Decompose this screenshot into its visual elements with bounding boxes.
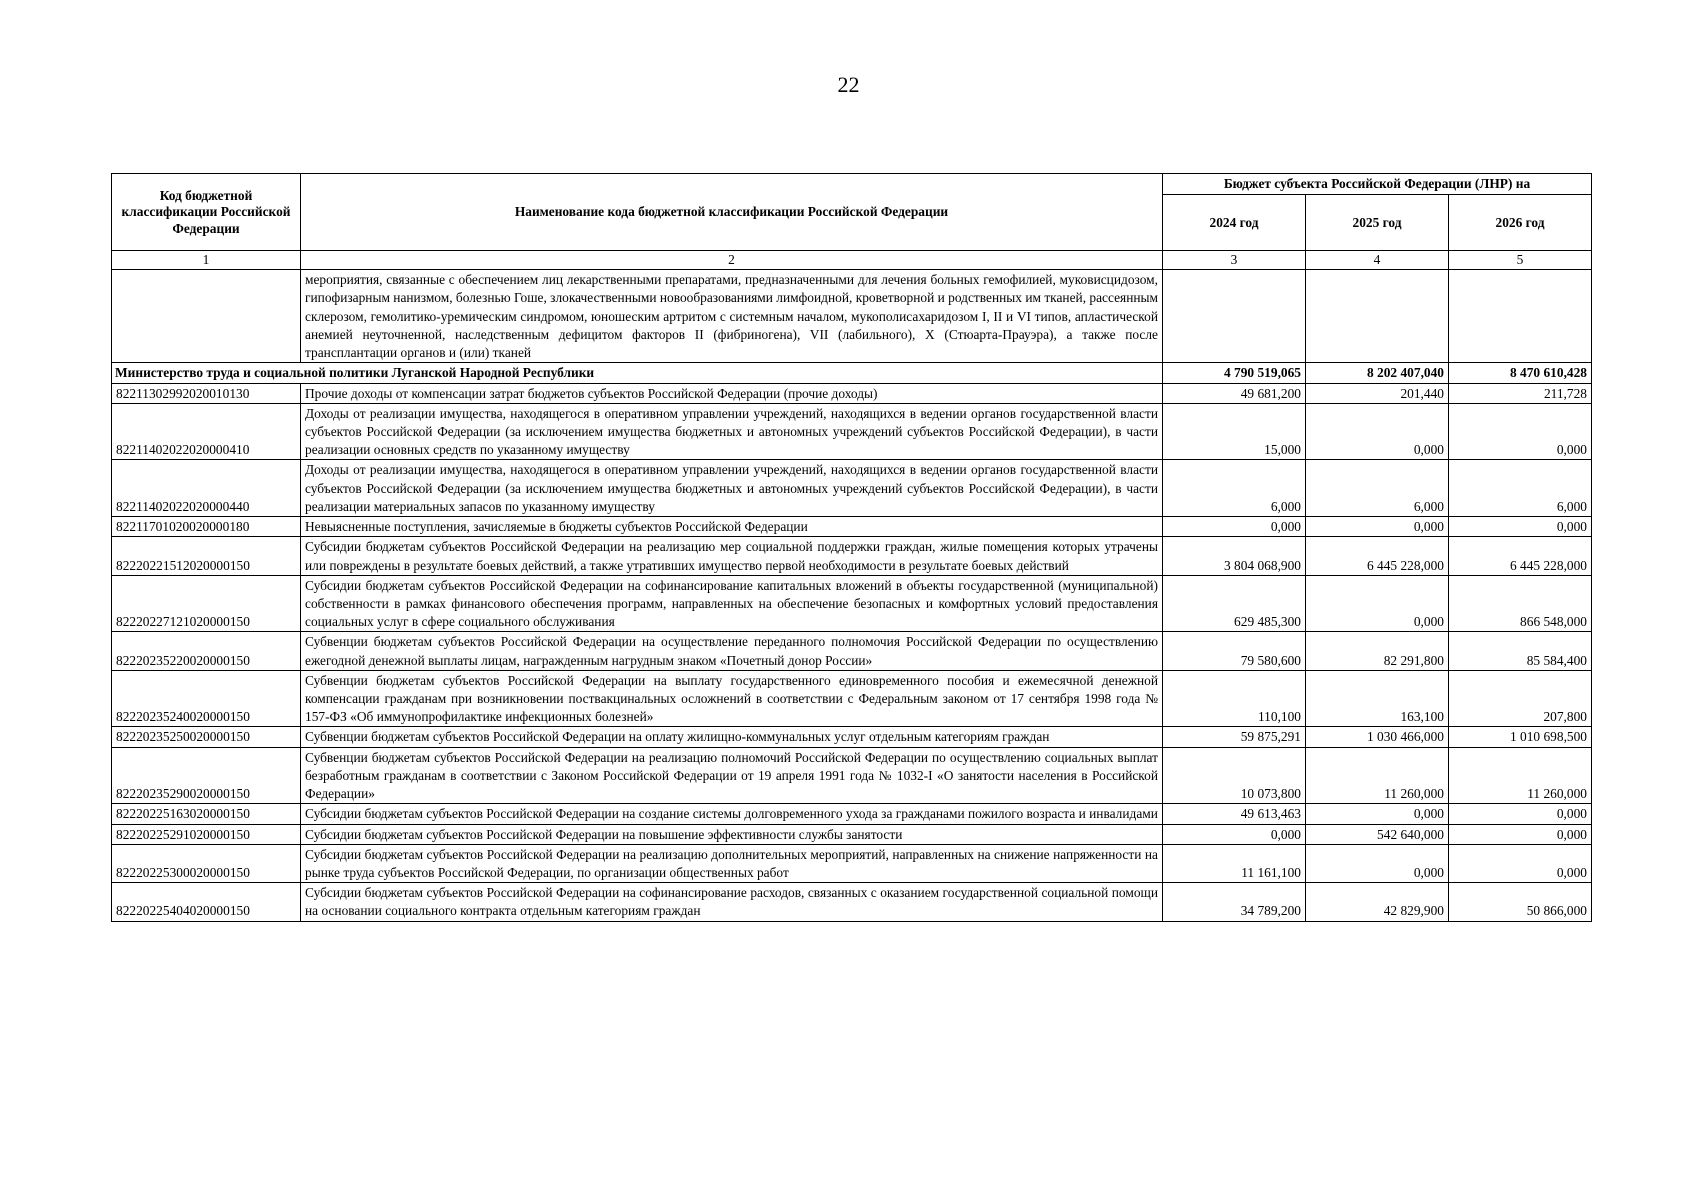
ministry-row [112, 363, 1592, 383]
row-name: Субвенции бюджетам субъектов Российской Федерации на оплату жилищно-коммунальных услуг отдельным категориям граждан [301, 727, 1163, 747]
row-value-2025: 542 640,000 [1306, 824, 1449, 844]
table-row [112, 632, 1592, 670]
row-code: 82220225291020000150 [112, 824, 301, 844]
row-value-2025: 11 260,000 [1306, 747, 1449, 804]
column-number: 4 [1306, 251, 1449, 270]
row-code: 82211302992020010130 [112, 383, 301, 403]
row-name: Прочие доходы от компенсации затрат бюджетов субъектов Российской Федерации (прочие доходы) [301, 383, 1163, 403]
header-year-2024: 2024 год [1163, 195, 1306, 251]
row-value-2025: 163,100 [1306, 670, 1449, 727]
header-name: Наименование кода бюджетной классификации Российской Федерации [301, 174, 1163, 251]
row-code [112, 270, 301, 363]
row-value-2025 [1306, 270, 1449, 363]
column-number: 1 [112, 251, 301, 270]
table-row [112, 670, 1592, 727]
row-name: Субсидии бюджетам субъектов Российской Федерации на повышение эффективности службы занятости [301, 824, 1163, 844]
table-row [112, 824, 1592, 844]
row-value-2026 [1449, 270, 1592, 363]
row-name: Доходы от реализации имущества, находящегося в оперативном управлении учреждений, находящихся в ведении органов государственной власти субъектов Российской Федерации (за исключением имущества бюджетных и автономных учреждений субъектов Российской Федерации), в части реализации основных средств по указанному имуществу [301, 403, 1163, 460]
table-row [112, 747, 1592, 804]
row-value-2026: 0,000 [1449, 403, 1592, 460]
row-code: 82220227121020000150 [112, 575, 301, 632]
table-row [112, 844, 1592, 882]
header-budget: Бюджет субъекта Российской Федерации (ЛНР) на [1163, 174, 1592, 195]
row-value-2024: 3 804 068,900 [1163, 537, 1306, 575]
row-name: Субсидии бюджетам субъектов Российской Федерации на реализацию дополнительных мероприятий, направленных на снижение напряженности на рынке труда субъектов Российской Федерации, по организации общественных работ [301, 844, 1163, 882]
row-name: Доходы от реализации имущества, находящегося в оперативном управлении учреждений, находящихся в ведении органов государственной власти субъектов Российской Федерации (за исключением имущества бюджетных и автономных учреждений субъектов Российской Федерации), в части реализации материальных запасов по указанному имуществу [301, 460, 1163, 517]
header-year-2026: 2026 год [1449, 195, 1592, 251]
header-code: Код бюджетной классификации Российской Федерации [112, 174, 301, 251]
row-code: 82220225163020000150 [112, 804, 301, 824]
row-value-2026: 1 010 698,500 [1449, 727, 1592, 747]
row-code: 82211402022020000410 [112, 403, 301, 460]
table-row [112, 727, 1592, 747]
row-value-2025: 201,440 [1306, 383, 1449, 403]
row-code: 82211701020020000180 [112, 517, 301, 537]
row-code: 82220235250020000150 [112, 727, 301, 747]
table-row [112, 804, 1592, 824]
row-value-2024: 0,000 [1163, 517, 1306, 537]
row-value-2024: 629 485,300 [1163, 575, 1306, 632]
table-row [112, 403, 1592, 460]
row-name: Субсидии бюджетам субъектов Российской Федерации на софинансирование капитальных вложений в объекты государственной (муниципальной) собственности в рамках финансового обеспечения программ, направленных на обеспечение безопасных и комфортных условий предоставления социальных услуг в сфере социального обслуживания [301, 575, 1163, 632]
row-value-2024: 11 161,100 [1163, 844, 1306, 882]
row-value-2026: 11 260,000 [1449, 747, 1592, 804]
row-value-2026: 0,000 [1449, 844, 1592, 882]
row-value-2024: 49 681,200 [1163, 383, 1306, 403]
row-code: 82211402022020000440 [112, 460, 301, 517]
row-value-2024: 59 875,291 [1163, 727, 1306, 747]
row-value-2025: 42 829,900 [1306, 883, 1449, 921]
continuation-row [112, 270, 1592, 363]
row-value-2026: 0,000 [1449, 804, 1592, 824]
row-value-2025: 82 291,800 [1306, 632, 1449, 670]
row-name: Невыясненные поступления, зачисляемые в бюджеты субъектов Российской Федерации [301, 517, 1163, 537]
row-value-2024: 0,000 [1163, 824, 1306, 844]
row-value-2024: 10 073,800 [1163, 747, 1306, 804]
row-value-2024: 15,000 [1163, 403, 1306, 460]
row-code: 82220225404020000150 [112, 883, 301, 921]
row-name: Субсидии бюджетам субъектов Российской Федерации на создание системы долговременного ухода за гражданами пожилого возраста и инвалидами [301, 804, 1163, 824]
table-row [112, 575, 1592, 632]
row-value-2025: 0,000 [1306, 575, 1449, 632]
row-value-2025: 6,000 [1306, 460, 1449, 517]
row-value-2026: 866 548,000 [1449, 575, 1592, 632]
ministry-total-2026: 8 470 610,428 [1449, 363, 1592, 383]
table-row [112, 883, 1592, 921]
ministry-name: Министерство труда и социальной политики Луганской Народной Республики [112, 363, 1163, 383]
row-name: Субвенции бюджетам субъектов Российской Федерации на осуществление переданного полномочия Российской Федерации по осуществлению ежегодной денежной выплаты лицам, награжденным нагрудным знаком «Почетный донор России» [301, 632, 1163, 670]
row-code: 82220225300020000150 [112, 844, 301, 882]
row-name: Субсидии бюджетам субъектов Российской Федерации на реализацию мер социальной поддержки граждан, жилые помещения которых утрачены или повреждены в результате боевых действий, а также утративших имущество первой необходимости в результате боевых действий [301, 537, 1163, 575]
table-row [112, 460, 1592, 517]
row-name: мероприятия, связанные с обеспечением лиц лекарственными препаратами, предназначенными для лечения больных гемофилией, муковисцидозом, гипофизарным нанизмом, болезнью Гоше, злокачественными новообразованиями лимфоидной, кроветворной и родственных им тканей, рассеянным склерозом, гемолитико-уремическим синдромом, юношеским артритом с системным началом, мукополисахаридозом I, II и VI типов, апластической анемией неуточненной, наследственным дефицитом факторов II (фибриногена), VII (лабильного), X (Стюарта-Прауэра), а также после трансплантации органов и (или) тканей [301, 270, 1163, 363]
row-value-2025: 0,000 [1306, 844, 1449, 882]
table-row [112, 383, 1592, 403]
row-value-2026: 211,728 [1449, 383, 1592, 403]
row-value-2024: 49 613,463 [1163, 804, 1306, 824]
page-number: 22 [837, 72, 860, 97]
row-code: 82220235220020000150 [112, 632, 301, 670]
row-value-2026: 6,000 [1449, 460, 1592, 517]
row-value-2025: 0,000 [1306, 403, 1449, 460]
column-number-row [112, 251, 1592, 270]
row-value-2025: 6 445 228,000 [1306, 537, 1449, 575]
row-code: 82220235290020000150 [112, 747, 301, 804]
header-year-2025: 2025 год [1306, 195, 1449, 251]
row-value-2024: 79 580,600 [1163, 632, 1306, 670]
row-value-2025: 0,000 [1306, 517, 1449, 537]
row-value-2026: 85 584,400 [1449, 632, 1592, 670]
row-code: 82220235240020000150 [112, 670, 301, 727]
row-code: 82220221512020000150 [112, 537, 301, 575]
row-value-2026: 0,000 [1449, 824, 1592, 844]
column-number: 2 [301, 251, 1163, 270]
row-value-2024: 34 789,200 [1163, 883, 1306, 921]
column-number: 5 [1449, 251, 1592, 270]
ministry-total-2025: 8 202 407,040 [1306, 363, 1449, 383]
table-row [112, 537, 1592, 575]
row-value-2026: 0,000 [1449, 517, 1592, 537]
row-value-2024 [1163, 270, 1306, 363]
row-value-2026: 50 866,000 [1449, 883, 1592, 921]
row-name: Субвенции бюджетам субъектов Российской Федерации на реализацию полномочий Российской Федерации по осуществлению социальных выплат безработным гражданам в соответствии с Законом Российской Федерации от 19 апреля 1991 года № 1032-I «О занятости населения в Российской Федерации» [301, 747, 1163, 804]
table-body [112, 251, 1592, 922]
ministry-total-2024: 4 790 519,065 [1163, 363, 1306, 383]
budget-table [111, 173, 1592, 922]
table-row [112, 517, 1592, 537]
row-name: Субвенции бюджетам субъектов Российской Федерации на выплату государственного единовременного пособия и ежемесячной денежной компенсации гражданам при возникновении поствакцинальных осложнений в соответствии с Федеральным законом от 17 сентября 1998 года № 157-ФЗ «Об иммунопрофилактике инфекционных болезней» [301, 670, 1163, 727]
row-value-2024: 6,000 [1163, 460, 1306, 517]
row-value-2026: 6 445 228,000 [1449, 537, 1592, 575]
row-value-2026: 207,800 [1449, 670, 1592, 727]
row-value-2024: 110,100 [1163, 670, 1306, 727]
column-number: 3 [1163, 251, 1306, 270]
row-value-2025: 0,000 [1306, 804, 1449, 824]
row-value-2025: 1 030 466,000 [1306, 727, 1449, 747]
row-name: Субсидии бюджетам субъектов Российской Федерации на софинансирование расходов, связанных с оказанием государственной социальной помощи на основании социального контракта отдельным категориям граждан [301, 883, 1163, 921]
